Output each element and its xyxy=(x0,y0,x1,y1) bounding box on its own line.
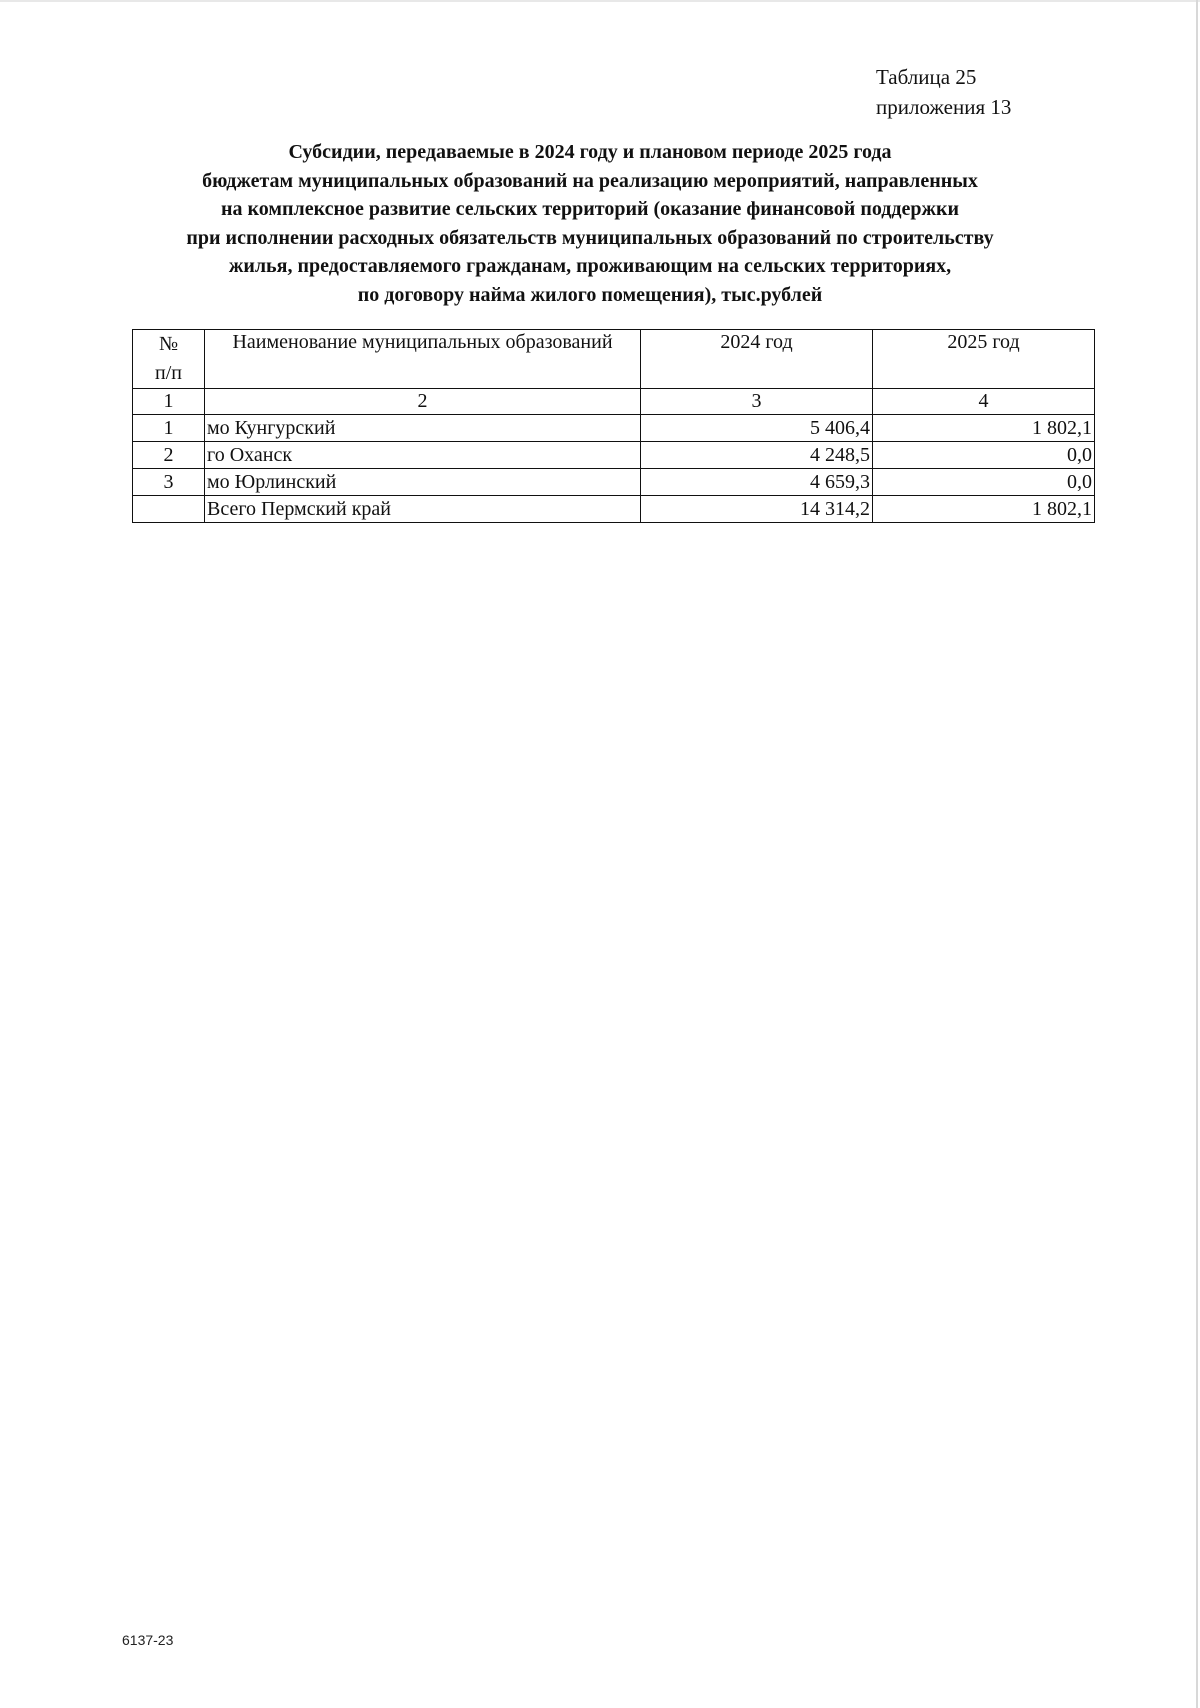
table-reference xyxy=(876,62,1096,122)
column-number: 3 xyxy=(641,389,873,415)
row-value-2024: 14 314,2 xyxy=(641,496,873,523)
title-line: на комплексное развитие сельских территорий (оказание финансовой поддержки xyxy=(220,198,960,220)
scan-edge-right xyxy=(1196,0,1198,1708)
document-code: 6137-23 xyxy=(122,1632,174,1648)
header-year-2025: 2025 год xyxy=(873,330,1095,389)
row-number: 3 xyxy=(133,469,205,496)
column-number: 2 xyxy=(205,389,641,415)
table-row xyxy=(133,469,1095,496)
title-line: Субсидии, передаваемые в 2024 году и плановом периоде 2025 года xyxy=(288,141,892,163)
row-number: 1 xyxy=(133,415,205,442)
row-value-2025: 1 802,1 xyxy=(873,496,1095,523)
row-value-2025: 0,0 xyxy=(873,442,1095,469)
title-line: жилья, предоставляемого гражданам, проживающим на сельских территориях, xyxy=(228,255,952,277)
table-total-row xyxy=(133,496,1095,523)
header-year-2024: 2024 год xyxy=(641,330,873,389)
header-number xyxy=(133,330,205,389)
column-number: 4 xyxy=(873,389,1095,415)
appendix-label: приложения 13 xyxy=(876,95,1012,119)
title-line: по договору найма жилого помещения), тыс.рублей xyxy=(357,283,823,306)
row-value-2025: 1 802,1 xyxy=(873,415,1095,442)
scan-edge-top xyxy=(0,0,1200,2)
title-line: бюджетам муниципальных образований на реализацию мероприятий, направленных xyxy=(202,169,978,192)
table-label: Таблица 25 xyxy=(876,65,977,89)
header-number-abbr: п/п xyxy=(155,362,182,384)
header-number-symbol: № xyxy=(158,333,179,355)
row-value-2024: 5 406,4 xyxy=(641,415,873,442)
subsidies-table xyxy=(132,329,1095,523)
document-title xyxy=(90,138,1090,309)
table-row xyxy=(133,415,1095,442)
row-number: 2 xyxy=(133,442,205,469)
row-value-2024: 4 248,5 xyxy=(641,442,873,469)
row-number xyxy=(133,496,205,523)
header-municipality-name: Наименование муниципальных образований xyxy=(205,330,641,389)
row-municipality: Всего Пермский край xyxy=(205,496,641,523)
row-municipality: мо Кунгурский xyxy=(205,415,641,442)
table-header-row xyxy=(133,330,1095,389)
row-municipality: мо Юрлинский xyxy=(205,469,641,496)
title-line: при исполнении расходных обязательств муниципальных образований по строительству xyxy=(186,226,994,249)
row-value-2025: 0,0 xyxy=(873,469,1095,496)
column-number-row xyxy=(133,389,1095,415)
column-number: 1 xyxy=(133,389,205,415)
row-municipality: го Оханск xyxy=(205,442,641,469)
row-value-2024: 4 659,3 xyxy=(641,469,873,496)
table-row xyxy=(133,442,1095,469)
